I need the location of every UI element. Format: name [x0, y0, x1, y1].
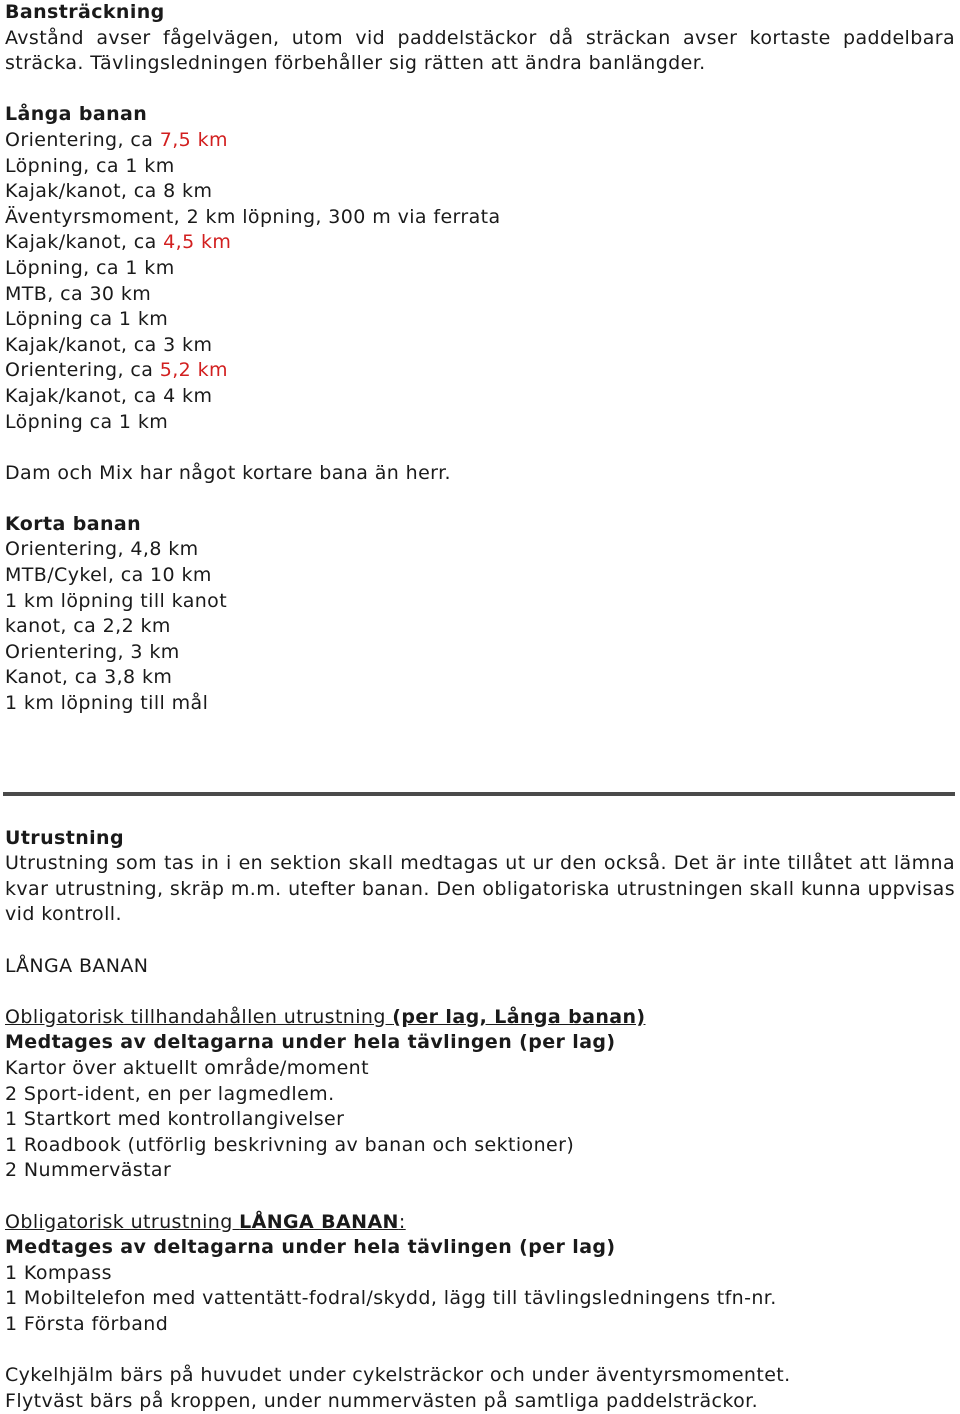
equipment-item: 1 Kompass	[5, 1261, 112, 1284]
tillhandahallen-title: Obligatorisk tillhandahållen utrustning (per lag, Långa banan)	[5, 1005, 646, 1028]
banstrackning-text: Avstånd avser fågelvägen, utom vid paddelstäckor då sträckan avser kortaste paddelbara sträcka. Tävlingsledningen förbehåller sig rätten att ändra banlängder.	[5, 26, 955, 75]
course-note: Dam och Mix har något kortare bana än herr.	[5, 461, 451, 484]
utrustning-text: Utrustning som tas in i en sektion skall medtagas ut ur den också. Det är inte tillåtet att lämna kvar utrustning, skräp m.m. utefter banan. Den obligatoriska utrustningen skall kunna uppvisas vid kontroll.	[5, 852, 955, 926]
course-row: Kajak/kanot, ca 4 km	[5, 384, 213, 407]
course-row: Orientering, 4,8 km	[5, 538, 199, 561]
equipment-item: 1 Roadbook (utförlig beskrivning av banan och sektioner)	[5, 1133, 575, 1156]
highlighted-distance: 4,5 km	[163, 231, 232, 254]
footer-line: Flytväst bärs på kroppen, under nummervästen på samtliga paddelsträckor.	[5, 1389, 759, 1412]
equipment-item: 2 Nummervästar	[5, 1159, 172, 1182]
course-row: Kajak/kanot, ca 8 km	[5, 180, 213, 203]
equipment-item: 1 Första förband	[5, 1312, 169, 1335]
equipment-item: 2 Sport-ident, en per lagmedlem.	[5, 1082, 335, 1105]
course-row: MTB, ca 30 km	[5, 282, 152, 305]
course-row: Löpning ca 1 km	[5, 308, 169, 331]
section-heading-utrustning: Utrustning	[5, 826, 124, 849]
highlighted-distance: 5,2 km	[159, 359, 228, 382]
equipment-item: 1 Startkort med kontrollangivelser	[5, 1108, 345, 1131]
section-heading-langa-banan: Långa banan	[5, 103, 148, 126]
course-row: kanot, ca 2,2 km	[5, 615, 171, 638]
equipment-item: 1 Mobiltelefon med vattentätt-fodral/skydd, lägg till tävlingsledningens tfn-nr.	[5, 1287, 777, 1310]
course-row: Kanot, ca 3,8 km	[5, 666, 173, 689]
highlighted-distance: 7,5 km	[159, 128, 228, 151]
course-row: 1 km löpning till kanot	[5, 589, 228, 612]
course-row: 1 km löpning till mål	[5, 692, 209, 715]
langa-banan-label: LÅNGA BANAN	[5, 954, 149, 977]
obligatorisk-title: Obligatorisk utrustning LÅNGA BANAN:	[5, 1210, 406, 1233]
course-row: Löpning, ca 1 km	[5, 154, 175, 177]
section-heading-korta-banan: Korta banan	[5, 512, 142, 535]
section-heading-banstrackning: Bansträckning	[5, 1, 165, 23]
equipment-item: Kartor över aktuellt område/moment	[5, 1056, 369, 1079]
document-page	[5, 0, 955, 1414]
course-row: Orientering, 3 km	[5, 640, 180, 663]
course-row: Kajak/kanot, ca 4,5 km	[5, 231, 232, 254]
course-row: Orientering, ca 7,5 km	[5, 128, 228, 151]
tillhandahallen-subtitle: Medtages av deltagarna under hela tävlingen (per lag)	[5, 1031, 616, 1054]
course-row: Äventyrsmoment, 2 km löpning, 300 m via ferrata	[5, 205, 501, 228]
course-row: Kajak/kanot, ca 3 km	[5, 333, 213, 356]
course-row: Löpning ca 1 km	[5, 410, 169, 433]
course-row: Orientering, ca 5,2 km	[5, 359, 228, 382]
footer-line: Cykelhjälm bärs på huvudet under cykelsträckor och under äventyrsmomentet.	[5, 1364, 791, 1387]
course-row: MTB/Cykel, ca 10 km	[5, 564, 212, 587]
obligatorisk-subtitle: Medtages av deltagarna under hela tävlingen (per lag)	[5, 1236, 616, 1259]
course-row: Löpning, ca 1 km	[5, 256, 175, 279]
